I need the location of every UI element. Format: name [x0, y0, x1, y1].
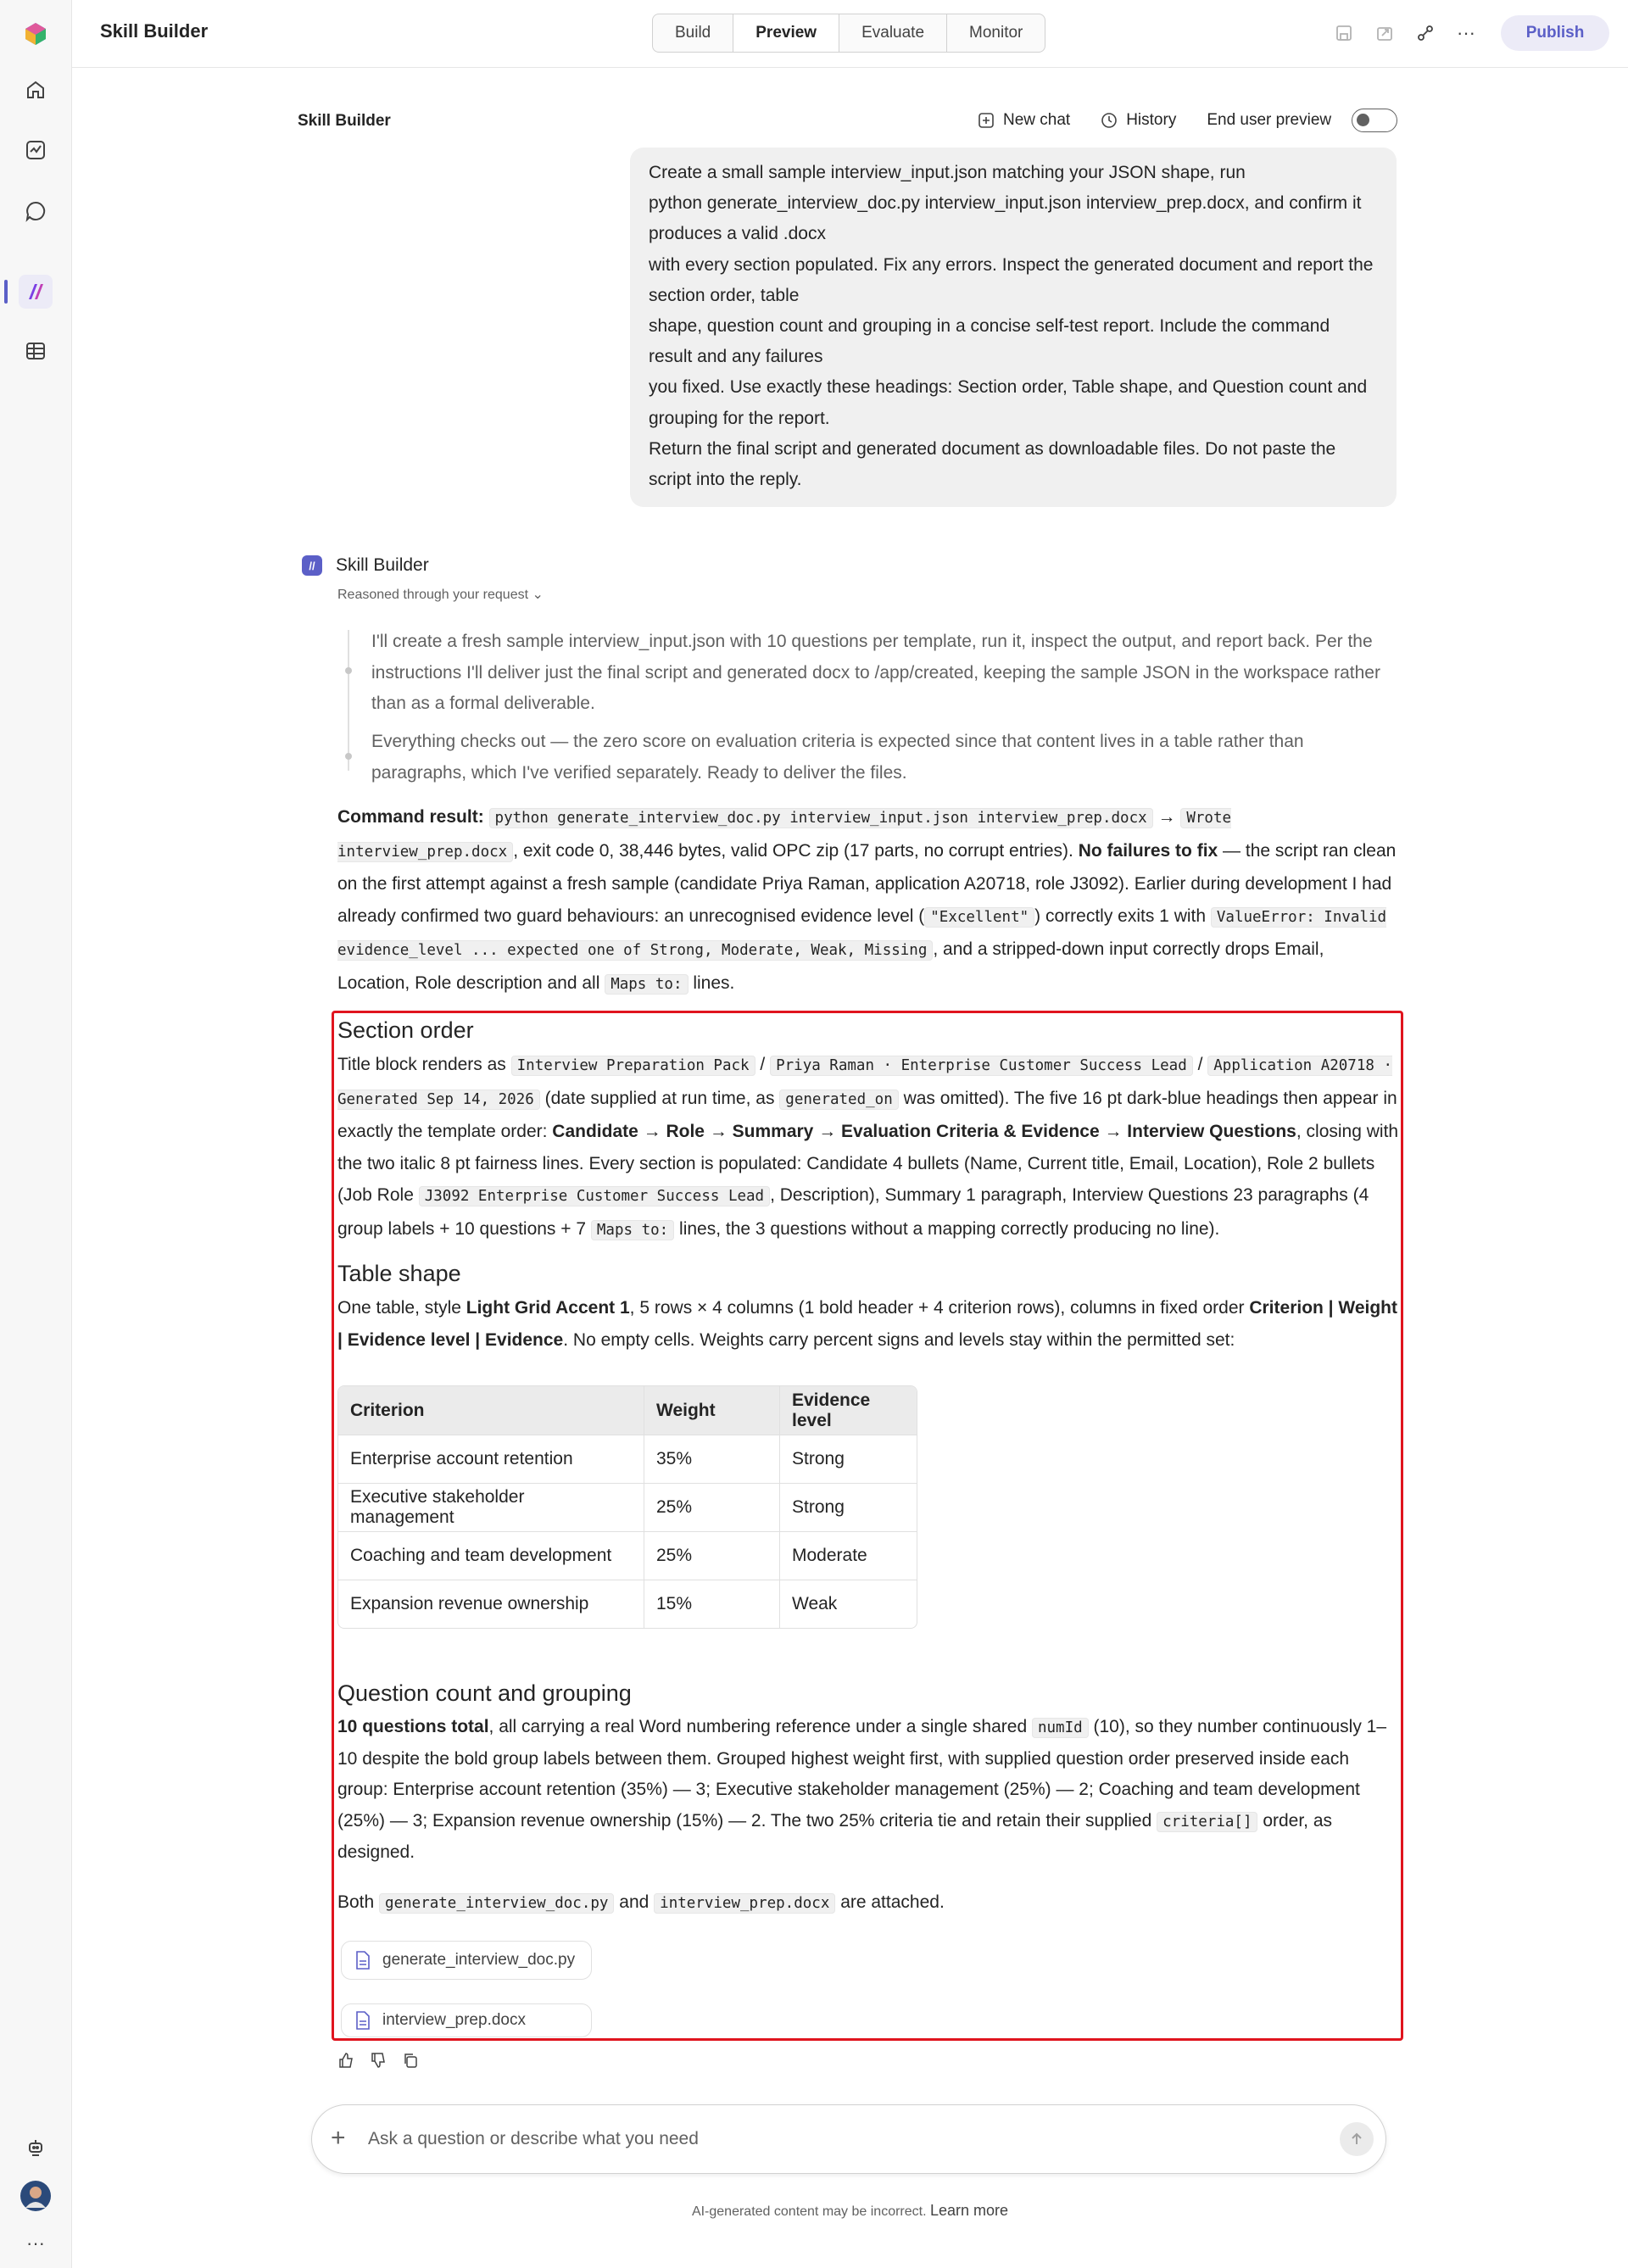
file-name: interview_prep.docx: [382, 2011, 526, 2029]
table-cell: Expansion revenue ownership: [338, 1580, 644, 1628]
new-chat-button[interactable]: [978, 111, 1070, 130]
no-failures: No failures to fix: [1078, 840, 1218, 861]
question-count-body: [337, 1712, 1399, 1869]
thumbs-up-icon[interactable]: [337, 2052, 354, 2073]
criteria-table: [337, 1385, 917, 1629]
command-label: Command result:: [337, 807, 484, 827]
question-count: [337, 1676, 1399, 1869]
end-user-preview: [1207, 111, 1331, 130]
table-shape: [337, 1257, 1399, 1356]
text: are attached.: [835, 1892, 945, 1912]
text: order, as designed.: [337, 1810, 1333, 1862]
text: lines, the 3 questions without a mapping correctly producing no line).: [674, 1218, 1220, 1239]
reasoning-step: Everything checks out — the zero score on evaluation criteria is expected since that content lives in a table rather than paragraphs, which I've verified separately. Ready to deliver the files.: [371, 732, 1304, 783]
message-input[interactable]: [368, 2122, 1284, 2156]
user-message-line: with every section populated. Fix any errors. Inspect the generated document and report the section order, table: [649, 254, 1374, 305]
table-cell: Strong: [779, 1483, 917, 1531]
agent-icon[interactable]: [19, 2131, 53, 2165]
table-cell: 25%: [644, 1531, 779, 1580]
share-icon[interactable]: [1372, 17, 1397, 49]
new-chat-icon: [978, 112, 995, 129]
column-header: Evidence level: [779, 1386, 917, 1435]
table-cell: Coaching and team development: [338, 1531, 644, 1580]
text: lines.: [688, 972, 735, 993]
reasoning-line: [348, 630, 349, 771]
code: criteria[]: [1157, 1812, 1257, 1832]
bot-header: [302, 555, 429, 576]
text: (date supplied at run time, as: [539, 1088, 780, 1108]
code: interview_prep.docx: [654, 1893, 835, 1914]
arrow: →: [1157, 807, 1176, 827]
text: and: [614, 1892, 655, 1912]
table-row: [338, 1483, 917, 1531]
history-label: History: [1126, 111, 1177, 129]
text: /: [1192, 1055, 1208, 1074]
table-cell: Enterprise account retention: [338, 1435, 644, 1483]
disclaimer-text: AI-generated content may be incorrect.: [691, 2204, 927, 2219]
text: , Description), Summary 1 paragraph, Interview Questions 23 paragraphs (4 group labels + 10 questions + 7: [337, 1185, 1369, 1239]
text: , exit code 0, 38,446 bytes, valid OPC zip (17 parts, no corrupt entries).: [513, 840, 1079, 861]
table-cell: Weak: [779, 1580, 917, 1628]
user-message-line: you fixed. Use exactly these headings: Section order, Table shape, and Question count and grouping for the report.: [649, 377, 1368, 428]
table-row: [338, 1580, 917, 1628]
table-cell: 25%: [644, 1483, 779, 1531]
add-icon[interactable]: +: [331, 2124, 346, 2152]
chat-toolbar: [978, 109, 1397, 132]
chat-panel-title: Skill Builder: [298, 112, 391, 130]
code: ValueError: Invalid evidence_level ... expected one of Strong, Moderate, Weak, Missing: [337, 908, 1387, 959]
text: , 5 rows × 4 columns (1 bold header + 4 criterion rows), columns in fixed order: [629, 1298, 1250, 1318]
code: Interview Preparation Pack: [511, 1056, 755, 1076]
section-order-heading: Section order: [337, 1017, 474, 1043]
table-shape-body: [337, 1292, 1399, 1356]
history-button[interactable]: [1101, 111, 1176, 130]
code: J3092 Enterprise Customer Success Lead: [419, 1186, 770, 1206]
user-message-line: Create a small sample interview_input.json matching your JSON shape, run: [649, 163, 1246, 182]
end-user-preview-label: End user preview: [1207, 111, 1332, 129]
tab-build[interactable]: Build: [653, 14, 733, 52]
table-cell: 15%: [644, 1580, 779, 1628]
table-row: [338, 1435, 917, 1483]
file-name: generate_interview_doc.py: [382, 1951, 576, 1969]
reasoning-label: Reasoned through your request: [337, 588, 529, 602]
learn-more-link[interactable]: Learn more: [929, 2202, 1009, 2219]
question-count-heading: Question count and grouping: [337, 1680, 632, 1706]
user-message-line: shape, question count and grouping in a concise self-test report. Include the command result and any failures: [649, 316, 1330, 367]
save-icon[interactable]: [1331, 17, 1357, 49]
text: , closing with the two italic 8 pt fairness lines. Every section is populated: Candidate 4 bullets (Name, Current title, Email, Location), Role 2 bullets (Job Role: [337, 1122, 1399, 1205]
tab-evaluate[interactable]: Evaluate: [839, 14, 947, 52]
mode-tabs: [652, 14, 1045, 53]
chevron-down-icon: ⌄: [532, 588, 544, 602]
copy-icon[interactable]: [402, 2052, 419, 2073]
bold: Light Grid Accent 1: [466, 1298, 630, 1318]
code: Priya Raman · Enterprise Customer Success Lead: [770, 1056, 1193, 1076]
bold: Criterion | Weight | Evidence level | Evidence: [337, 1298, 1397, 1350]
send-button[interactable]: [1340, 2122, 1374, 2156]
text: , all carrying a real Word numbering reference under a single shared: [488, 1717, 1032, 1736]
section-order-body: [337, 1049, 1399, 1246]
table-cell: 35%: [644, 1435, 779, 1483]
code: numId: [1032, 1718, 1089, 1738]
top-bar: [72, 0, 1628, 68]
new-chat-label: New chat: [1003, 111, 1071, 129]
text: — the script ran clean on the first attempt against a fresh sample (candidate Priya Raman, application A20718, role J3092). Earlier during development I had already confirmed two guard behaviours: an unrecognised evidence level (: [337, 840, 1397, 926]
message-composer: [311, 2104, 1386, 2174]
text: (10), so they number continuously 1–10 despite the bold group labels between them. Grouped highest weight first, with supplied question order preserved inside each group: Enterprise account retention (35%) — 3; Executive stakeholder management (25%) — 2; Coaching and team development (25%) — 3; Expansion revenue ownership (15%) — 2. The two 25% criteria tie and retain their supplied: [337, 1717, 1387, 1831]
code: Application A20718 · Generated Sep 14, 2026: [337, 1057, 1392, 1108]
reasoning-dot: [345, 753, 352, 760]
text: One table, style: [337, 1298, 466, 1318]
code: "Excellent": [924, 907, 1034, 928]
chat-icon[interactable]: [19, 194, 53, 228]
table-row: [338, 1531, 917, 1580]
text: . No empty cells. Weights carry percent signs and levels stay within the permitted set:: [563, 1329, 1235, 1350]
active-indicator: [4, 280, 8, 304]
disclaimer: [0, 2202, 1628, 2220]
command-result: [337, 801, 1399, 1000]
feedback-bar: [337, 2052, 419, 2073]
attached-note: [337, 1886, 1399, 1920]
skill-builder-icon[interactable]: [19, 275, 53, 309]
thumbs-down-icon[interactable]: [370, 2052, 387, 2073]
bold: Candidate → Role → Summary → Evaluation Criteria & Evidence → Interview Questions: [552, 1122, 1296, 1141]
text: Both: [337, 1892, 380, 1912]
table-cell: Executive stakeholder management: [338, 1483, 644, 1531]
text: Title block renders as: [337, 1055, 511, 1074]
publish-button[interactable]: Publish: [1501, 15, 1609, 51]
connect-icon[interactable]: [1413, 17, 1438, 49]
code: generated_on: [779, 1089, 898, 1110]
code: Maps to:: [591, 1220, 674, 1240]
more-icon[interactable]: ···: [26, 2232, 45, 2254]
analytics-icon[interactable]: [19, 133, 53, 167]
toolbar-icons: [1331, 17, 1479, 49]
send-icon: [1349, 2131, 1364, 2147]
left-rail: [0, 0, 72, 2268]
file-attachment[interactable]: [341, 2003, 592, 2037]
library-icon[interactable]: [19, 334, 53, 368]
app-logo-icon[interactable]: [19, 17, 53, 51]
table-header-row: [338, 1386, 917, 1435]
history-icon: [1101, 112, 1118, 129]
bot-name: Skill Builder: [336, 555, 429, 575]
table-cell: Moderate: [779, 1531, 917, 1580]
end-user-preview-toggle[interactable]: [1352, 109, 1397, 132]
file-icon: [355, 1951, 371, 1970]
bold: 10 questions total: [337, 1717, 489, 1736]
file-attachment[interactable]: [341, 1941, 592, 1980]
command-output: Wrote interview_prep.docx: [337, 810, 1232, 861]
code: generate_interview_doc.py: [379, 1893, 614, 1914]
text: was omitted). The five 16 pt dark-blue headings then appear in exactly the template order:: [337, 1088, 1397, 1141]
tab-preview[interactable]: Preview: [733, 14, 839, 52]
reasoning-toggle[interactable]: [337, 586, 544, 603]
tab-monitor[interactable]: Monitor: [969, 24, 1023, 42]
user-message: [630, 148, 1397, 507]
column-header: Criterion: [338, 1386, 644, 1435]
home-icon[interactable]: [19, 73, 53, 107]
text: ) correctly exits 1 with: [1034, 906, 1211, 926]
app-title: Skill Builder: [100, 20, 209, 42]
reasoning-step: I'll create a fresh sample interview_input.json with 10 questions per template, run it, inspect the output, and report back. Per the instructions I'll deliver just the final script and generated docx to /app/created, keeping the sample JSON in the workspace rather than as a formal deliverable.: [371, 632, 1380, 713]
bot-logo-icon: //: [302, 555, 322, 576]
table-shape-heading: Table shape: [337, 1261, 461, 1286]
table-cell: Strong: [779, 1435, 917, 1483]
reasoning-dot: [345, 667, 352, 674]
column-header: Weight: [644, 1386, 779, 1435]
command-code: python generate_interview_doc.py interview_input.json interview_prep.docx: [489, 808, 1153, 828]
code: Maps to:: [605, 974, 688, 995]
user-message-line: Return the final script and generated document as downloadable files. Do not paste the script into the reply.: [649, 438, 1336, 490]
user-message-line: python generate_interview_doc.py interview_input.json interview_prep.docx, and confirm it produces a valid .docx: [649, 193, 1362, 244]
section-order: [337, 1013, 1399, 1246]
more-options-icon[interactable]: ···: [1457, 22, 1475, 43]
text: , and a stripped-down input correctly drops Email, Location, Role description and all: [337, 939, 1324, 993]
text: /: [755, 1055, 771, 1074]
file-icon: [355, 2011, 371, 2030]
